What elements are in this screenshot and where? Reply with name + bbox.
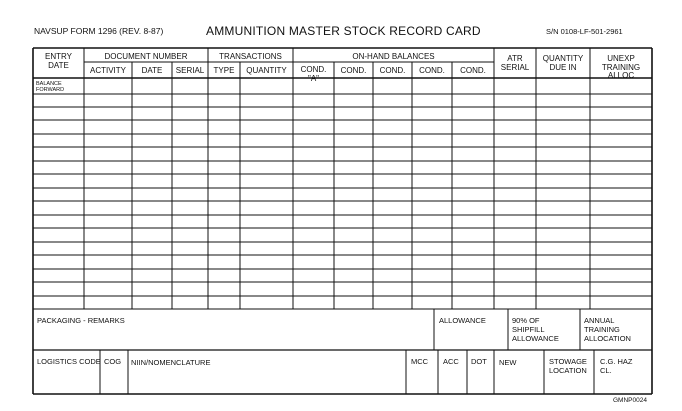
header-cond-a-line2: "A": [307, 73, 319, 83]
cg-haz-cl-line2: CL.: [600, 366, 612, 375]
shipfill-allowance-line3: ALLOWANCE: [512, 334, 559, 343]
packaging-remarks-label: PACKAGING - REMARKS: [37, 316, 125, 325]
header-entry-date-line2: DATE: [48, 60, 69, 70]
annual-training-allocation-label: [584, 316, 631, 343]
allowance-label: ALLOWANCE: [439, 316, 486, 325]
annual-training-allocation-line1: ANNUAL: [584, 316, 615, 325]
header-unexp-training-alloc-line3: ALLOC: [607, 71, 635, 80]
stock-number: S/N 0108-LF-501-2961: [546, 27, 623, 36]
header-unexp-training-alloc-line1: UNEXP: [607, 54, 635, 63]
balance-forward-line2: FORWARD: [36, 87, 65, 93]
header-quantity: QUANTITY: [246, 66, 287, 75]
header-entry-date-line1: ENTRY: [45, 52, 72, 61]
shipfill-allowance-line1: 90% OF: [512, 316, 540, 325]
niin-nomenclature-label: NIIN/NOMENCLATURE: [131, 358, 211, 367]
header-transactions: TRANSACTIONS: [219, 52, 282, 61]
figure-code: GMNP0024: [613, 397, 647, 404]
header-cond-2: COND.: [340, 66, 367, 75]
header-activity: ACTIVITY: [89, 66, 126, 75]
stowage-location-line1: STOWAGE: [549, 357, 587, 366]
balance-forward-label: [36, 81, 64, 93]
shipfill-allowance-label: [512, 316, 559, 343]
header-cond-a-line1: COND.: [300, 65, 327, 74]
form-title: AMMUNITION MASTER STOCK RECORD CARD: [206, 24, 481, 38]
header-cond-4: COND.: [419, 66, 445, 75]
new-label: NEW: [499, 358, 517, 367]
cg-haz-cl-line1: C.G. HAZ: [600, 357, 633, 366]
header-type: TYPE: [213, 66, 235, 75]
shipfill-allowance-line2: SHIPFILL: [512, 325, 545, 334]
header-cond-5: COND.: [460, 66, 486, 75]
stowage-location-line2: LOCATION: [549, 366, 587, 375]
annual-training-allocation-line3: ALLOCATION: [584, 334, 631, 343]
header-cond-3: COND.: [379, 66, 406, 75]
balance-forward-line1: BALANCE: [36, 81, 62, 87]
header-unexp-training-alloc: [590, 55, 652, 81]
header-atr-serial-line2: SERIAL: [500, 62, 530, 72]
acc-label: ACC: [443, 357, 459, 366]
form-number: NAVSUP FORM 1296 (REV. 8-87): [34, 26, 164, 36]
cog-label: COG: [104, 357, 122, 366]
header-atr-serial: [494, 55, 536, 72]
header-date: DATE: [141, 66, 163, 75]
header-quantity-due-in: [536, 55, 590, 72]
dot-label: DOT: [471, 357, 487, 366]
header-quantity-due-in-line1: QUANTITY: [542, 54, 584, 63]
stowage-location-label: [549, 357, 587, 375]
header-entry-date: [33, 53, 84, 70]
header-atr-serial-line1: ATR: [507, 54, 523, 63]
annual-training-allocation-line2: TRAINING: [584, 325, 620, 334]
header-unexp-training-alloc-line2: TRAINING: [601, 62, 641, 72]
mcc-label: MCC: [411, 357, 429, 366]
header-quantity-due-in-line2: DUE IN: [549, 62, 577, 72]
header-serial: SERIAL: [175, 66, 205, 75]
header-document-number: DOCUMENT NUMBER: [104, 52, 188, 61]
cg-haz-cl-label: [600, 357, 633, 375]
header-on-hand-balances: ON-HAND BALANCES: [352, 52, 435, 61]
logistics-code-label: LOGISTICS CODE: [37, 357, 101, 366]
header-cond-a: [293, 66, 334, 83]
